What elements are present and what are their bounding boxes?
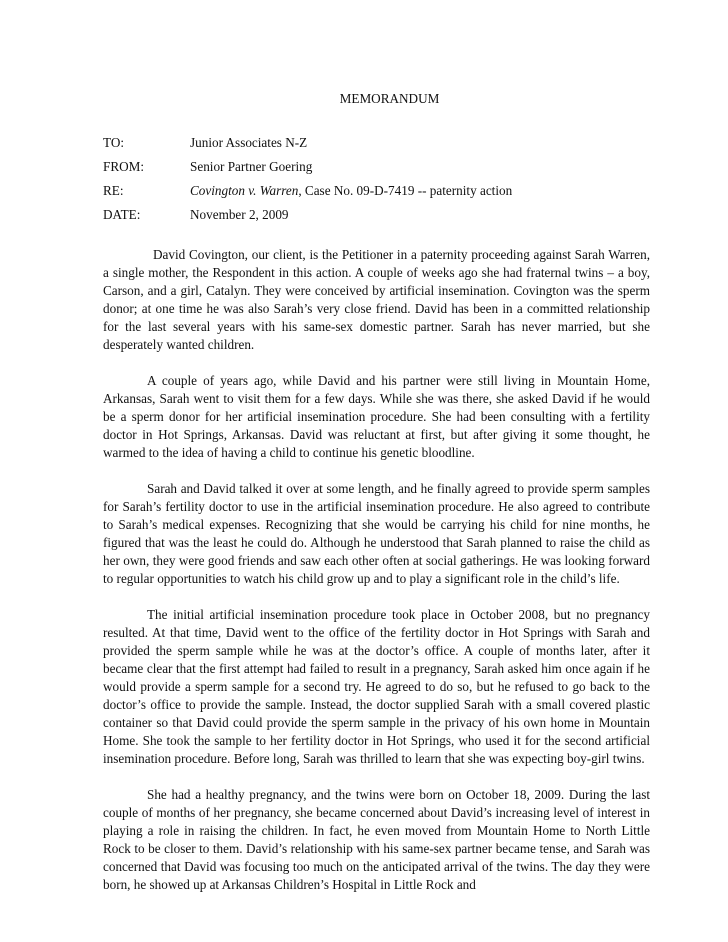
re-value: [190, 182, 650, 200]
from-label: FROM:: [103, 159, 145, 174]
memo-title: MEMORANDUM: [339, 91, 440, 106]
body-paragraph: A couple of years ago, while David and his partner were still living in Mountain Home, Arkansas, Sarah went to visit them for a few days. While she was there, she asked David if he would be a sperm donor for her artificial insemination procedure. She had been consulting with a fertility doctor in Hot Springs, Arkansas. David was reluctant at first, but after giving it some thought, he warmed to the idea of having a child to continue his genetic bloodline.: [103, 373, 650, 460]
date-label: DATE:: [103, 207, 141, 222]
to-line: [103, 134, 650, 152]
body-paragraph: Sarah and David talked it over at some length, and he finally agreed to provide sperm samples for Sarah’s fertility doctor to use in the artificial insemination procedure. He also agreed to contribute to Sarah’s medical expenses. Recognizing that she would be carrying his child for nine months, he figured that was the least he could do. Although he understood that Sarah planned to raise the child as her own, they were good friends and saw each other often at social gatherings. He was looking forward to regular opportunities to watch his child grow up and to play a significant role in the child’s life.: [103, 481, 650, 586]
re-label: RE:: [103, 183, 124, 198]
date-value: November 2, 2009: [190, 207, 289, 222]
case-details: , Case No. 09-D-7419 -- paternity action: [298, 183, 513, 198]
body-paragraph: She had a healthy pregnancy, and the twins were born on October 18, 2009. During the last couple of months of her pregnancy, she became concerned about David’s increasing level of interest in playing a role in raising the children. In fact, he even moved from Mountain Home to North Little Rock to be closer to them. David’s relationship with his same-sex partner became tense, and Sarah was concerned that David was focusing too much on the anticipated arrival of the twins. The day they were born, he showed up at Arkansas Children’s Hospital in Little Rock and: [103, 787, 650, 892]
case-name: Covington v. Warren: [190, 183, 299, 198]
body-paragraph: The initial artificial insemination procedure took place in October 2008, but no pregnancy resulted. At that time, David went to the office of the fertility doctor in Hot Springs with Sarah and provided the sperm sample while he was at the doctor’s office. A couple of months later, after it became clear that the first attempt had failed to result in a pregnancy, Sarah asked him once again if he would provide a sperm sample for a second try. He agreed to do so, but he refused to go back to the doctor’s office to provide the sample. Instead, the doctor supplied Sarah with a small covered plastic container so that David could provide the sperm sample in the privacy of his own home in Mountain Home. She took the sample to her fertility doctor in Hot Springs, who used it for the second artificial insemination procedure. Before long, Sarah was thrilled to learn that she was expecting boy-girl twins.: [103, 607, 650, 766]
from-value: Senior Partner Goering: [190, 159, 313, 174]
re-line: [103, 182, 650, 200]
to-label: TO:: [103, 135, 125, 150]
to-value: Junior Associates N-Z: [190, 135, 308, 150]
body-paragraph: David Covington, our client, is the Petitioner in a paternity proceeding against Sarah Warren, a single mother, the Respondent in this action. A couple of weeks ago she had fraternal twins – a boy, Carson, and a girl, Catalyn. They were conceived by artificial insemination. Covington was the sperm donor; at one time he was also Sarah’s very close friend. David has been in a committed relationship for the last several years with his same-sex domestic partner. Sarah has never married, but she desperately wanted children.: [103, 247, 650, 352]
date-line: [103, 206, 650, 224]
from-line: [103, 158, 650, 176]
